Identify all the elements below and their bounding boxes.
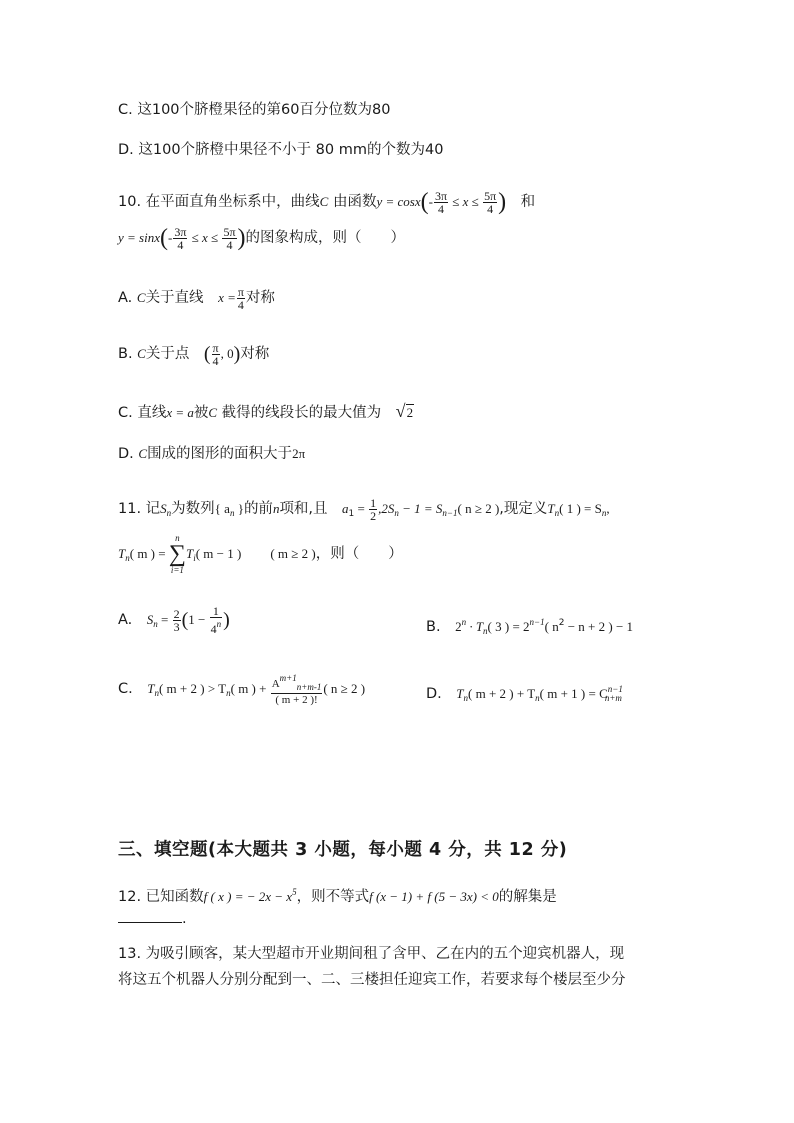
- q10-option-a: A. C关于直线 x = $\frac{\pi}{4}$ 对称: [118, 284, 275, 312]
- q10-suffix: 的图象构成，则（ ）: [245, 230, 405, 246]
- q10-and: 和: [520, 194, 536, 210]
- q11-option-c: C. $T_n$( m + 2 ) > $T_n$( m ) + $\frac{A^{m+1}_{n+m-1}}{( m + 2 )!}$ ( n ≥ 2 ): [118, 673, 366, 706]
- q10-curve: C: [319, 194, 329, 209]
- q11-option-a: A. $S_n$ = $\frac{2}{3}$ (1 − $\frac{1}{4^n}$ ): [118, 604, 230, 636]
- q11-stem-line2: $T_n$( m ) = n ∑ i=1 $T_i$( m − 1 ) ( m ≥ 2 )，则（ ）: [118, 533, 403, 575]
- q12-stem: 12. 已知函数f ( x ) = − $2x - x^5$，则不等式f (x − 1) + f (5 − 3x) < 0的解集是: [118, 887, 557, 905]
- q13-line1: 13. 为吸引顾客，某大型超市开业期间租了含甲、乙在内的五个迎宾机器人，现: [118, 946, 625, 962]
- q10-stem-line2: y = sinx(- $\frac{3\pi}{4}$ ≤ x ≤ $\frac{5\pi}{4}$ )的图象构成，则（ ）: [118, 224, 405, 252]
- q10-range-lo-2: $\frac{3\pi}{4}$: [174, 224, 187, 252]
- section-heading: 三、填空题(本大题共 3 小题，每小题 4 分，共 12 分): [118, 840, 568, 860]
- q10-range-hi-2: $\frac{5\pi}{4}$: [223, 224, 236, 252]
- q10-func1: y = cosx: [376, 194, 421, 209]
- q10-mid: 由函数: [328, 194, 377, 210]
- q10-option-c: C. 直线x = a被C 截得的线段长的最大值为 √2: [118, 401, 414, 421]
- q10-range-lo-1: $\frac{3\pi}{4}$: [434, 188, 448, 216]
- q10-func2: y = sinx: [118, 230, 160, 245]
- q10-option-b: B. C关于点 ( $\frac{\pi}{4}$ , 0)对称: [118, 340, 270, 368]
- q9-option-c: C. 这100个脐橙果径的第60百分位数为80: [118, 102, 391, 118]
- q10-option-d: D. C围成的图形的面积大于2π: [118, 446, 306, 462]
- q11-option-b: B. $2^n \cdot T_n$( 3 ) = $2^{n-1}$( $n^2 - n + 2$ ) − 1: [426, 617, 634, 636]
- q10-prefix: 10. 在平面直角坐标系中，曲线: [118, 194, 320, 210]
- q13-line2: 将这五个机器人分别分配到一、二、三楼担任迎宾工作，若要求每个楼层至少分: [118, 972, 626, 988]
- q12-answer-blank: .: [118, 908, 187, 929]
- sqrt-2: √2: [395, 401, 414, 421]
- answer-blank[interactable]: [118, 908, 182, 923]
- q10-stem-line1: 10. 在平面直角坐标系中，曲线C 由函数y = cosx(- $\frac{3\pi}{4}$ ≤ x ≤ $\frac{5\pi}{4}$ ) 和: [118, 188, 536, 216]
- q11-stem-line1: 11. 记$S_n$为数列{ $a_n$ }的前n项和,且 $a_1$ = $\frac{1}{2}$ $,2S_n - 1 = S_{n-1}$( n ≥ 2 ),现定义$T_n$( 1 ) = $S_n$,: [118, 495, 610, 523]
- q9-option-d: D. 这100个脐橙中果径不小于 80 mm的个数为40: [118, 142, 444, 158]
- q11-option-d: D. $T_n$( m + 2 ) + $T_n$( m + 1 ) = $C^{n-1}_{n+m}$: [426, 684, 623, 703]
- q10-range-hi-1: $\frac{5\pi}{4}$: [484, 188, 497, 216]
- summation: n ∑ i=1: [168, 533, 186, 575]
